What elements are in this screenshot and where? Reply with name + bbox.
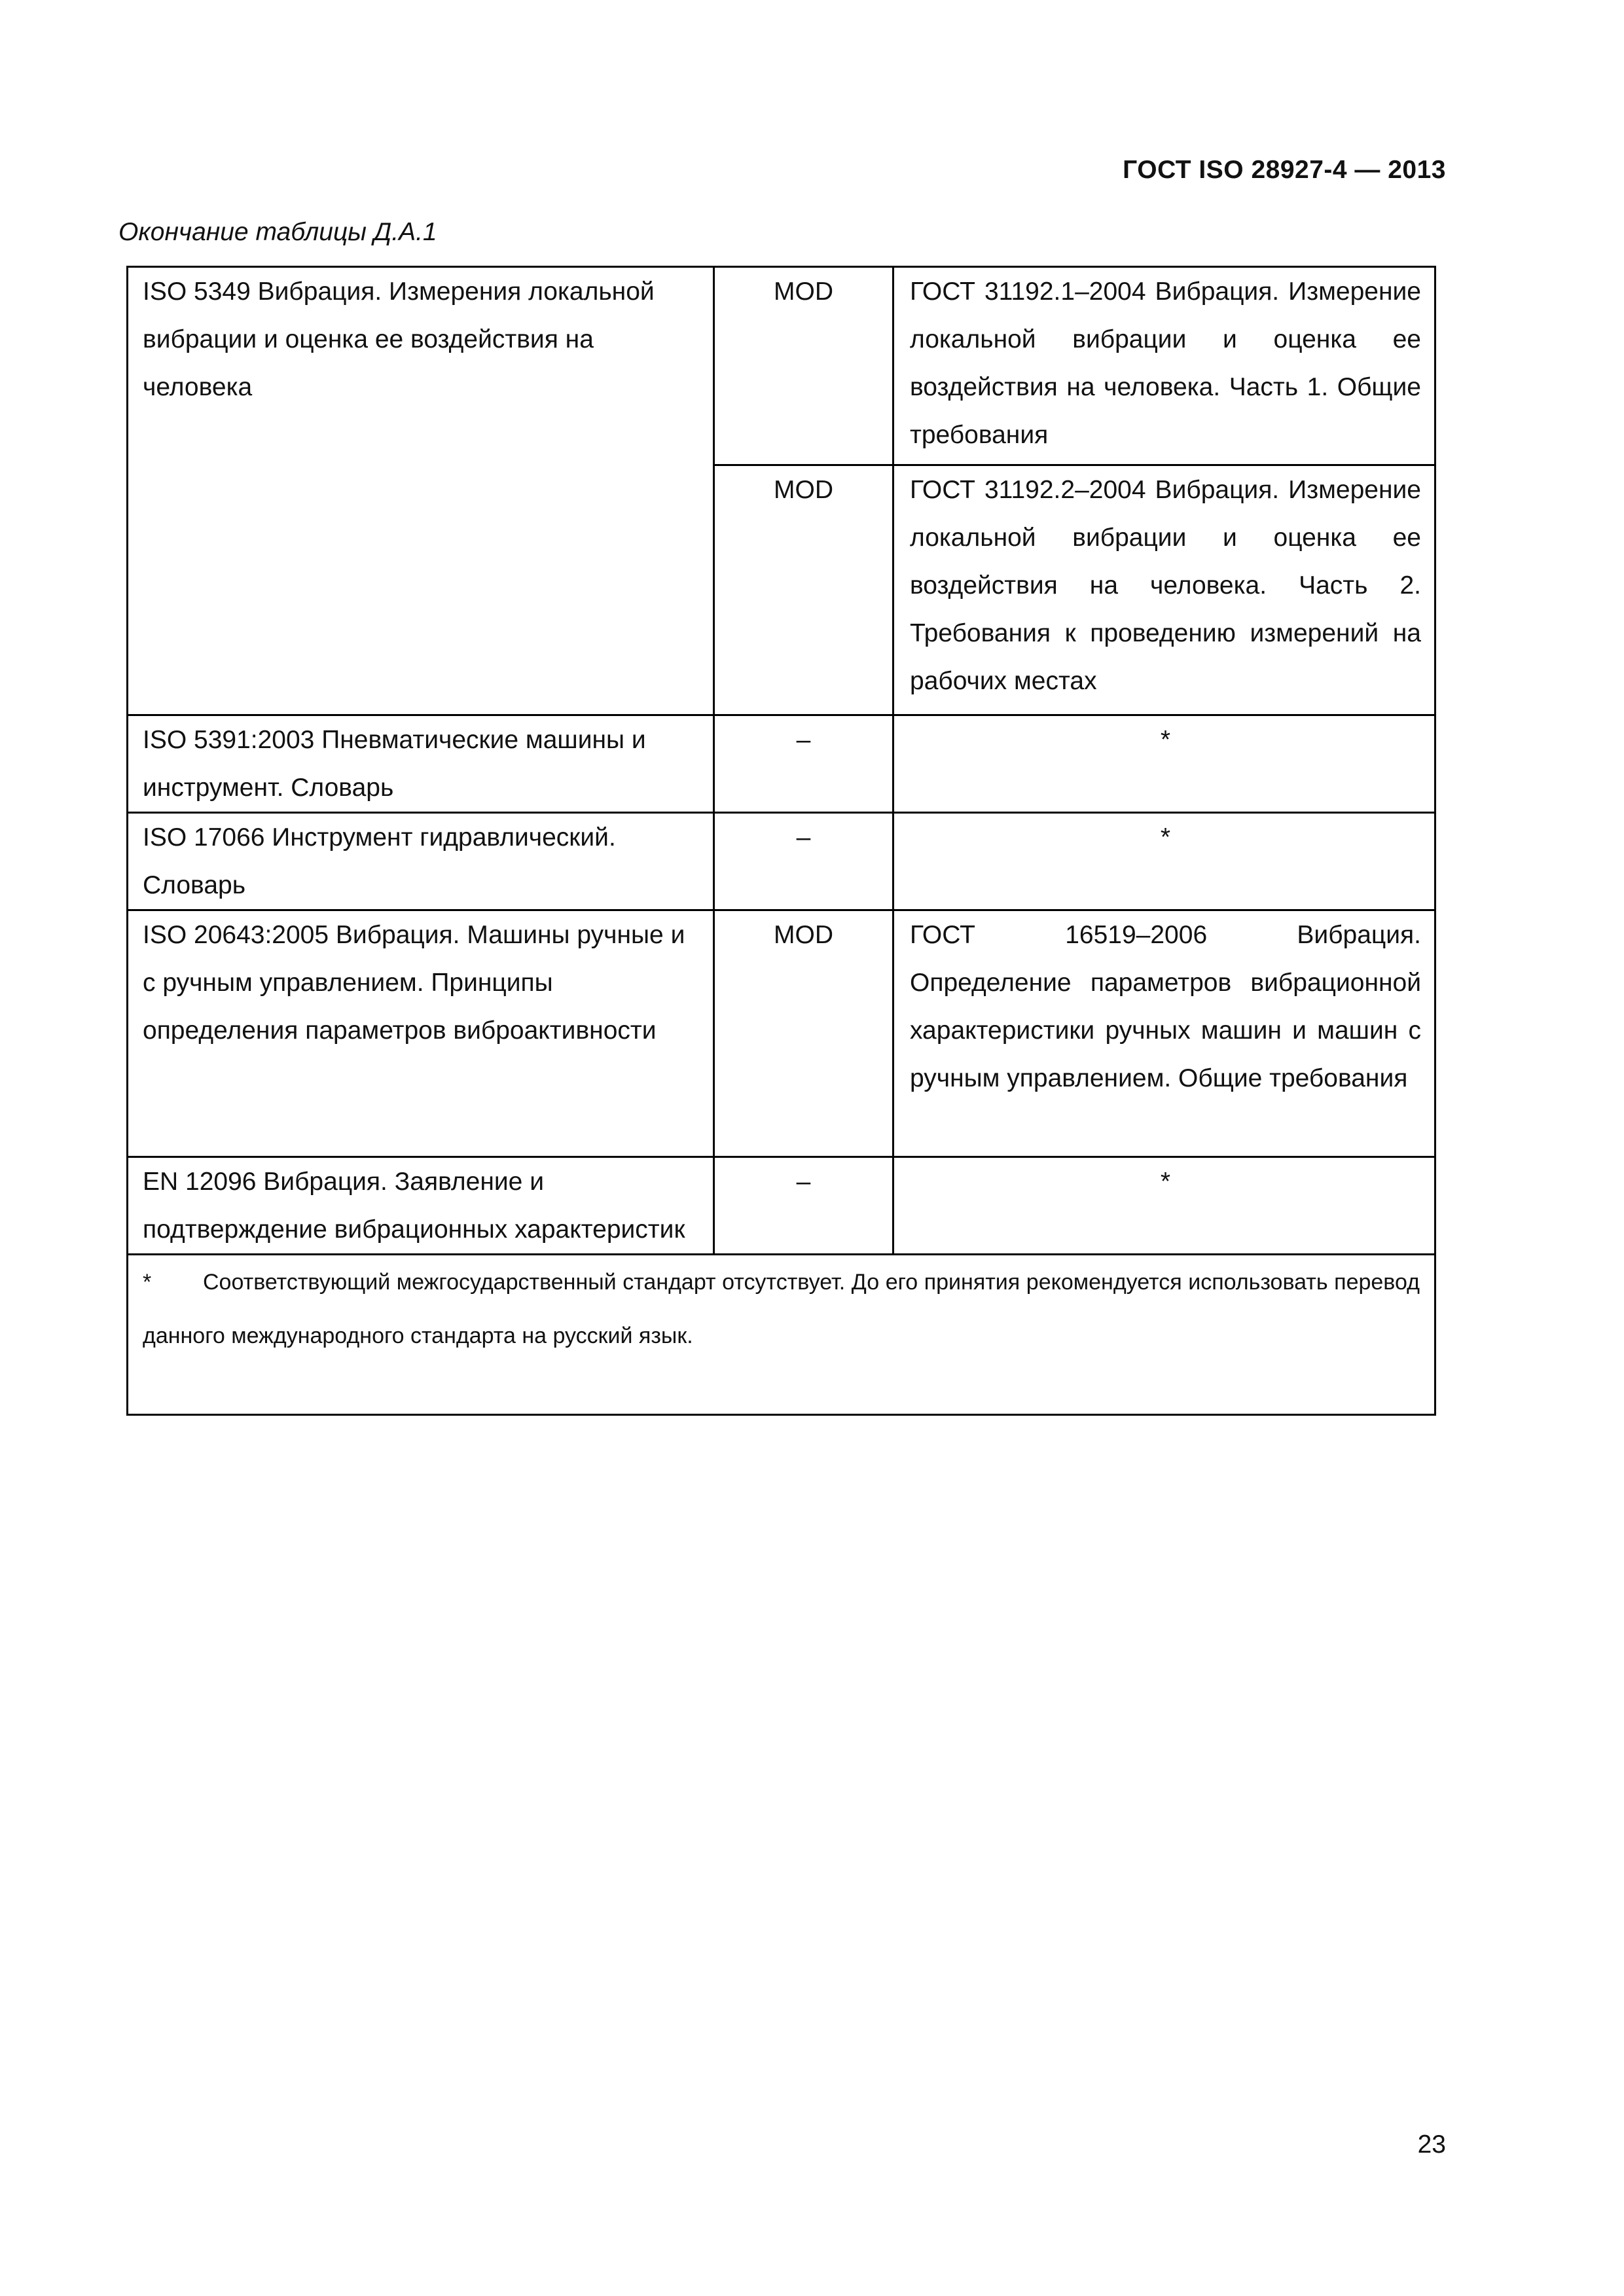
table-row <box>128 910 1435 1157</box>
national-standard-cell: * <box>893 1157 1435 1255</box>
table-row <box>128 813 1435 910</box>
footnote-text: Соответствующий межгосударственный стандарт отсутствует. До его принятия рекомендуется использовать перевод данного международного стандарта на русский язык. <box>143 1270 1420 1348</box>
reference-standards-table <box>126 266 1436 1416</box>
international-standard-cell: ISO 5391:2003 Пневматические машины и инструмент. Словарь <box>128 715 714 813</box>
national-standard-cell: * <box>893 715 1435 813</box>
international-standard-cell: EN 12096 Вибрация. Заявление и подтверждение вибрационных характеристик <box>128 1157 714 1255</box>
table-row <box>128 1157 1435 1255</box>
table-row <box>128 267 1435 465</box>
national-standard-cell: ГОСТ 16519–2006 Вибрация. Определение параметров вибрационной характеристики ручных машин и машин с ручным управлением. Общие требования <box>893 910 1435 1157</box>
national-standard-cell: ГОСТ 31192.1–2004 Вибрация. Измерение локальной вибрации и оценка ее воздействия на человека. Часть 1. Общие требования <box>893 267 1435 465</box>
conformity-degree-cell: – <box>714 715 893 813</box>
international-standard-cell: ISO 20643:2005 Вибрация. Машины ручные и с ручным управлением. Принципы определения параметров виброактивности <box>128 910 714 1157</box>
table-caption: Окончание таблицы Д.А.1 <box>118 218 437 246</box>
conformity-degree-cell: – <box>714 1157 893 1255</box>
national-standard-cell: ГОСТ 31192.2–2004 Вибрация. Измерение локальной вибрации и оценка ее воздействия на человека. Часть 2. Требования к проведению измерений на рабочих местах <box>893 465 1435 715</box>
document-header: ГОСТ ISO 28927-4 — 2013 <box>1123 156 1446 184</box>
table-footnote-row <box>128 1255 1435 1415</box>
conformity-degree-cell: MOD <box>714 465 893 715</box>
table-footnote <box>128 1255 1435 1415</box>
conformity-degree-cell: – <box>714 813 893 910</box>
international-standard-cell: ISO 17066 Инструмент гидравлический. Словарь <box>128 813 714 910</box>
national-standard-cell: * <box>893 813 1435 910</box>
international-standard-cell: ISO 5349 Вибрация. Измерения локальной вибрации и оценка ее воздействия на человека <box>128 267 714 715</box>
conformity-degree-cell: MOD <box>714 267 893 465</box>
page-number: 23 <box>1417 2130 1446 2159</box>
table-row <box>128 715 1435 813</box>
conformity-degree-cell: MOD <box>714 910 893 1157</box>
footnote-marker: * <box>143 1270 152 1295</box>
